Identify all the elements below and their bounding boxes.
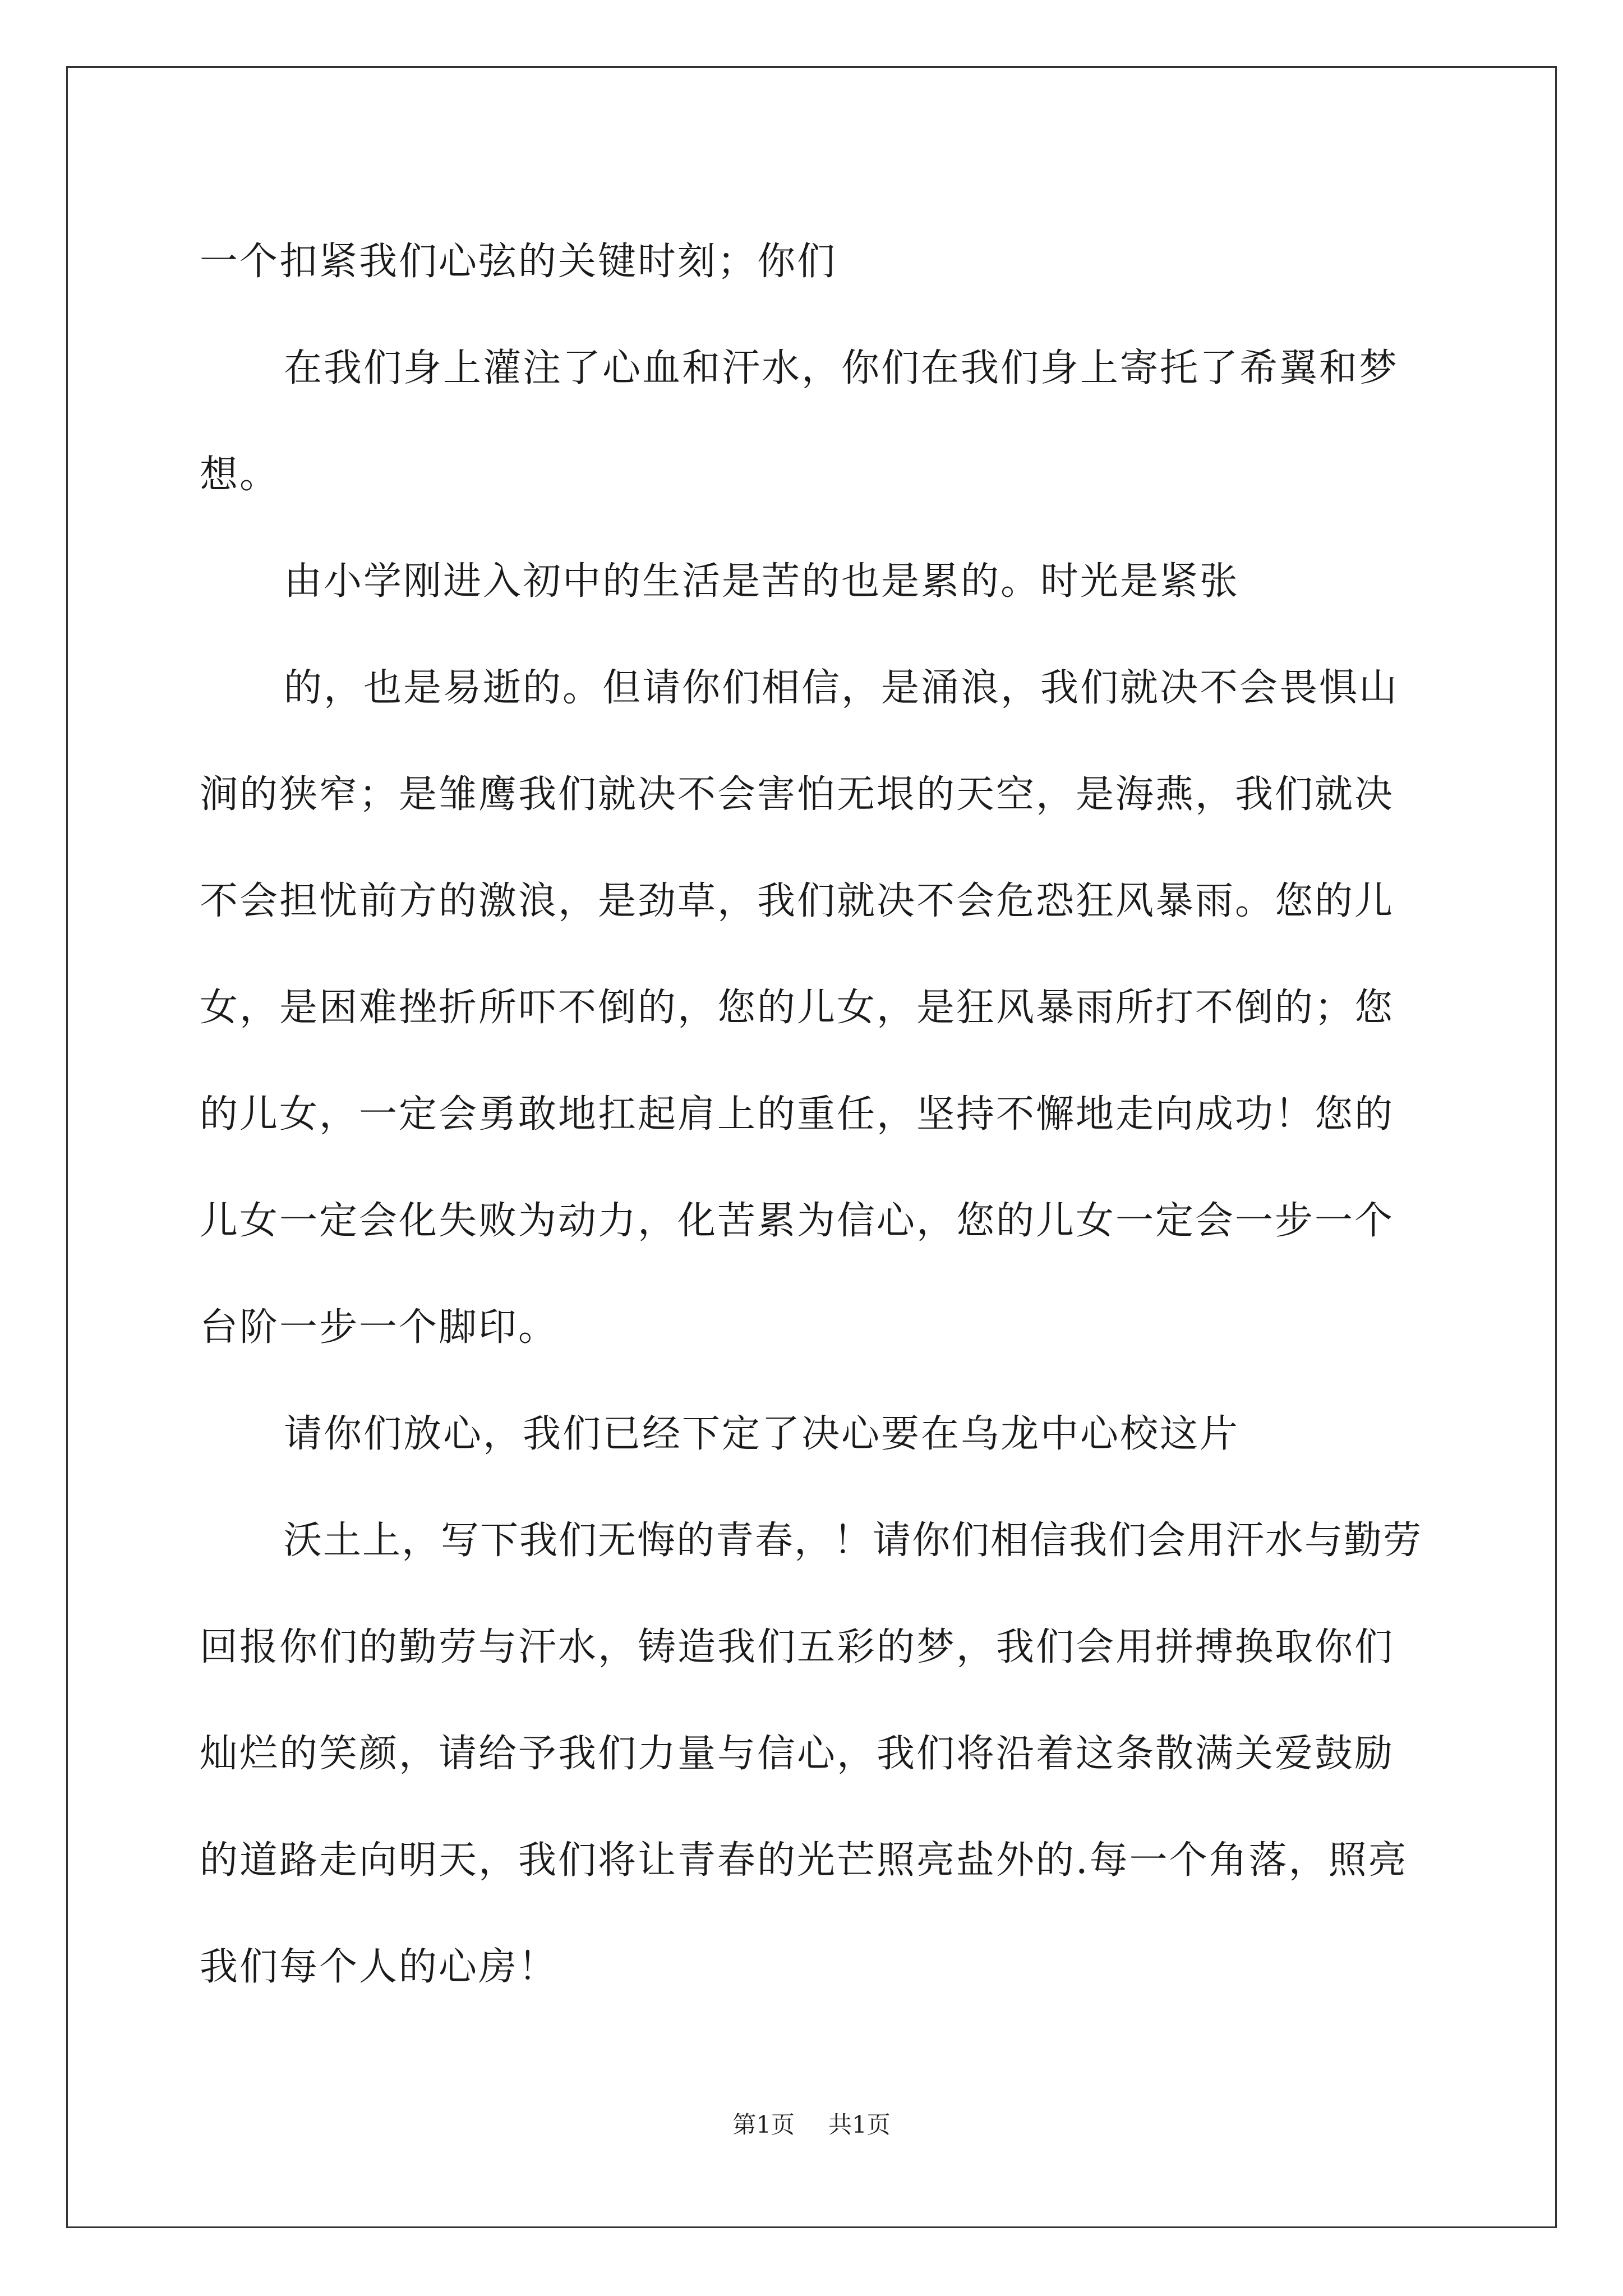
- text-line: 不会担忧前方的激浪，是劲草，我们就决不会危恐狂风暴雨。您的儿: [200, 879, 1395, 923]
- text-line: 一个扣紧我们心弦的关键时刻；你们: [200, 240, 837, 284]
- text-line: 由小学刚进入初中的生活是苦的也是累的。时光是紧张: [284, 559, 1240, 604]
- text-line: 请你们放心，我们已经下定了决心要在乌龙中心校这片: [284, 1412, 1240, 1456]
- text-line: 灿烂的笑颜，请给予我们力量与信心，我们将沿着这条散满关爱鼓励: [200, 1732, 1395, 1776]
- document-body: [200, 209, 1422, 2021]
- text-line: 涧的狭窄；是雏鹰我们就决不会害怕无垠的天空，是海燕，我们就决: [200, 772, 1395, 817]
- text-line: 的儿女，一定会勇敢地扛起肩上的重任，坚持不懈地走向成功！您的: [200, 1092, 1395, 1137]
- page-number: 第1页: [732, 2111, 795, 2138]
- text-line: 儿女一定会化失败为动力，化苦累为信心，您的儿女一定会一步一个: [200, 1199, 1395, 1243]
- text-line: 想。: [200, 453, 280, 497]
- page-total: 共1页: [828, 2111, 891, 2138]
- text-line: 台阶一步一个脚印。: [200, 1305, 559, 1350]
- text-line: 女，是困难挫折所吓不倒的，您的儿女，是狂风暴雨所打不倒的；您: [200, 986, 1395, 1030]
- page-footer: [0, 2108, 1623, 2142]
- text-line: 在我们身上灌注了心血和汗水，你们在我们身上寄托了希翼和梦: [284, 346, 1399, 390]
- text-line: 沃土上，写下我们无悔的青春，！请你们相信我们会用汗水与勤劳: [284, 1519, 1423, 1563]
- text-line: 我们每个人的心房！: [200, 1945, 559, 1989]
- text-line: 回报你们的勤劳与汗水，铸造我们五彩的梦，我们会用拼搏换取你们: [200, 1625, 1395, 1669]
- text-line: 的，也是易逝的。但请你们相信，是涌浪，我们就决不会畏惧山: [284, 666, 1399, 710]
- text-line: 的道路走向明天，我们将让青春的光芒照亮盐外的.每一个角落，照亮: [200, 1838, 1408, 1883]
